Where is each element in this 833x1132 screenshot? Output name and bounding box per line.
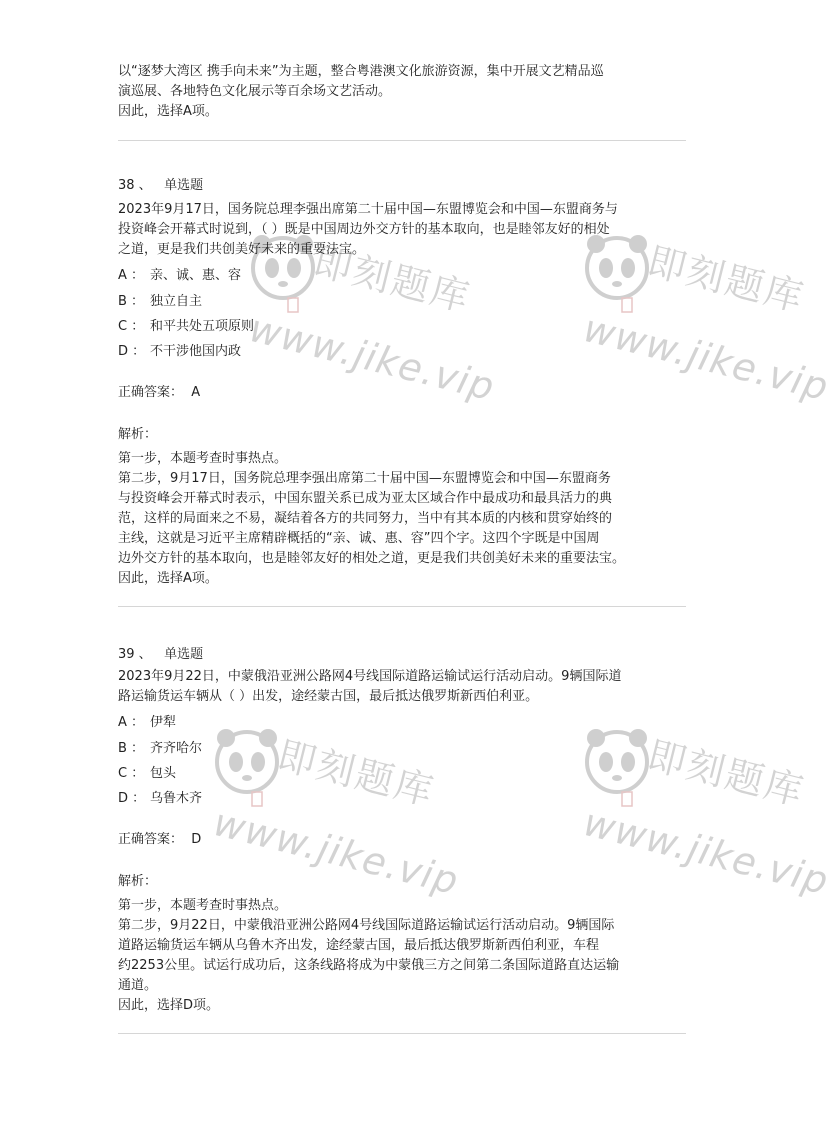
option-text: 乌鲁木齐 [150,791,203,806]
stem-line: 2023年9月17日，国务院总理李强出席第二十届中国—东盟博览会和中国—东盟商务与 [118,202,618,217]
question-type: 单选题 [164,647,204,662]
text-line: 因此，选择A项。 [118,104,218,119]
option-key: C ： [118,319,145,334]
analysis-line: 第一步，本题考查时事热点。 [118,898,288,913]
analysis-line: 通道。 [118,978,158,993]
stem-line: 投资峰会开幕式时说到，（ ）既是中国周边外交方针的基本取向，也是睦邻友好的相处 [118,222,610,237]
watermark-brand: 即刻题库 [643,732,810,815]
answer-value: A [191,385,201,400]
option-key: B ： [118,741,145,756]
option-c[interactable] [118,764,176,784]
option-text: 独立自主 [150,294,203,309]
answer-value: D [191,832,202,847]
analysis-body [118,449,686,589]
option-key: D ： [118,344,146,359]
option-text: 亲、诚、惠、容 [150,268,242,283]
option-d[interactable] [118,342,241,362]
question-stem [118,667,686,707]
analysis-label: 解析： [118,874,158,889]
stem-line: 之道，更是我们共创美好未来的重要法宝。 [118,242,366,257]
question-header [118,176,203,196]
watermark-url: www.jike.vip [245,306,500,410]
option-text: 伊犁 [150,715,177,730]
previous-analysis [118,62,686,122]
analysis-line: 因此，选择D项。 [118,998,220,1013]
watermark-url: www.jike.vip [579,306,833,410]
option-text: 齐齐哈尔 [150,741,203,756]
stem-line: 路运输货运车辆从（ ）出发，途经蒙古国，最后抵达俄罗斯新西伯利亚。 [118,689,539,704]
panda-logo-icon [212,722,282,812]
option-text: 不干涉他国内政 [150,344,242,359]
divider [118,606,686,607]
option-b[interactable] [118,739,202,759]
option-key: A ： [118,715,145,730]
stem-line: 2023年9月22日，中蒙俄沿亚洲公路网4号线国际道路运输试运行活动启动。9辆国际道 [118,669,622,684]
analysis-label: 解析： [118,427,158,442]
watermark-url: www.jike.vip [209,800,464,904]
question-type: 单选题 [164,178,204,193]
question-number: 39 、 [118,647,152,662]
divider [118,140,686,141]
answer-label: 正确答案： [118,385,184,400]
analysis-line: 约2253公里。试运行成功后，这条线路将成为中蒙俄三方之间第二条国际道路直达运输 [118,958,620,973]
analysis-line: 范，这样的局面来之不易，凝结着各方的共同努力，当中有其本质的内核和贯穿始终的 [118,511,613,526]
analysis-line: 第二步，9月17日，国务院总理李强出席第二十届中国—东盟博览会和中国—东盟商务 [118,471,611,486]
question-stem [118,200,686,260]
answer-label: 正确答案： [118,832,184,847]
analysis-line: 第二步，9月22日，中蒙俄沿亚洲公路网4号线国际道路运输试运行活动启动。9辆国际 [118,918,615,933]
watermark-url: www.jike.vip [579,800,833,904]
watermark-brand: 即刻题库 [309,238,476,321]
correct-answer [118,830,201,850]
option-c[interactable] [118,317,254,337]
watermark [579,722,833,922]
option-a[interactable] [118,266,241,286]
text-line: 以“逐梦大湾区 携手向未来”为主题，整合粤港澳文化旅游资源，集中开展文艺精品巡 [118,64,604,79]
option-key: C ： [118,766,145,781]
analysis-line: 主线，这就是习近平主席精辟概括的“亲、诚、惠、容”四个字。这四个字既是中国周 [118,531,600,546]
option-a[interactable] [118,713,176,733]
correct-answer [118,383,200,403]
question-number: 38 、 [118,178,152,193]
text-line: 演巡展、各地特色文化展示等百余场文艺活动。 [118,84,392,99]
analysis-line: 与投资峰会开幕式时表示，中国东盟关系已成为亚太区域合作中最成功和最具活力的典 [118,491,613,506]
option-d[interactable] [118,789,202,809]
option-key: A ： [118,268,145,283]
option-b[interactable] [118,292,202,312]
question-header [118,645,203,665]
analysis-line: 第一步，本题考查时事热点。 [118,451,288,466]
option-key: B ： [118,294,145,309]
analysis-body [118,896,686,1016]
watermark-brand: 即刻题库 [273,732,440,815]
option-text: 和平共处五项原则 [150,319,255,334]
option-key: D ： [118,791,146,806]
watermark-brand: 即刻题库 [643,238,810,321]
analysis-line: 道路运输货运车辆从乌鲁木齐出发，途经蒙古国，最后抵达俄罗斯新西伯利亚，车程 [118,938,600,953]
analysis-line: 边外交方针的基本取向，也是睦邻友好的相处之道，更是我们共创美好未来的重要法宝。 [118,551,626,566]
divider [118,1033,686,1034]
option-text: 包头 [150,766,177,781]
analysis-line: 因此，选择A项。 [118,571,218,586]
panda-logo-icon [582,722,652,812]
